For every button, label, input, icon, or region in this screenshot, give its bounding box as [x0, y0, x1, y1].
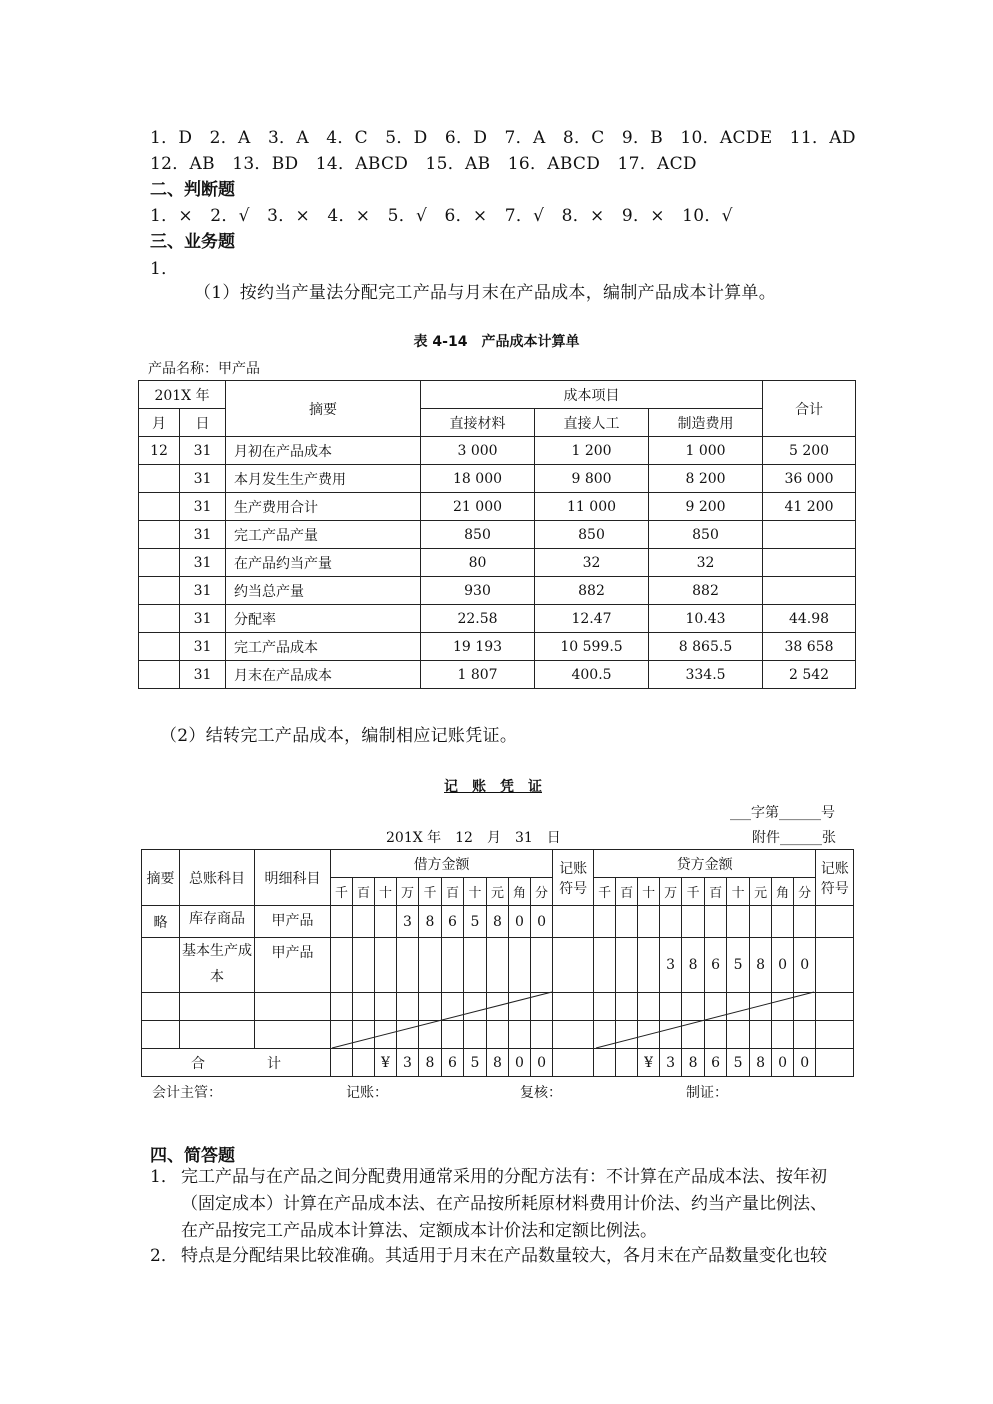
credit-digit: 8	[682, 938, 705, 993]
header-day: 日	[180, 409, 226, 437]
cell-day: 31	[180, 465, 226, 493]
voucher-header-post-credit: 记账 符号	[816, 850, 854, 906]
credit-total-digit: 8	[750, 1049, 772, 1077]
debit-total-digit: 8	[419, 1049, 442, 1077]
cell-material: 18 000	[421, 465, 535, 493]
voucher-header-debit: 借方金额	[331, 850, 553, 878]
cell-material: 21 000	[421, 493, 535, 521]
header-overhead: 制造费用	[649, 409, 763, 437]
debit-digit: 5	[464, 906, 487, 938]
cell-material: 3 000	[421, 437, 535, 465]
cell-day: 31	[180, 521, 226, 549]
judgment-heading: 二、判断题	[150, 180, 235, 200]
credit-digit-header: 百	[705, 878, 727, 906]
q1-line-1: 完工产品与在产品之间分配费用通常采用的分配方法有：不计算在产品成本法、按年初	[181, 1167, 827, 1187]
debit-total-digit: 3	[397, 1049, 419, 1077]
credit-digit: 0	[772, 938, 794, 993]
cell-overhead: 9 200	[649, 493, 763, 521]
voucher-header-credit: 贷方金额	[594, 850, 816, 878]
cell-day: 31	[180, 661, 226, 689]
sig-reviewer: 复核：	[520, 1085, 562, 1101]
credit-digit: 8	[750, 938, 772, 993]
cell-overhead: 32	[649, 549, 763, 577]
credit-digit-header: 十	[638, 878, 660, 906]
credit-digit-header: 百	[616, 878, 638, 906]
debit-cancel-line	[332, 992, 552, 1048]
business-item-1: 1．	[150, 259, 179, 279]
cell-material: 80	[421, 549, 535, 577]
header-cost-items: 成本项目	[421, 381, 763, 409]
debit-digit-header: 角	[509, 878, 531, 906]
credit-digit-header: 分	[794, 878, 816, 906]
credit-total-digit: 3	[660, 1049, 682, 1077]
business-step-2: （2）结转完工产品成本，编制相应记账凭证。	[160, 726, 518, 746]
voucher-header-detail: 明细科目	[255, 850, 331, 906]
cell-material: 19 193	[421, 633, 535, 661]
short-answer-heading: 四、简答题	[150, 1146, 235, 1166]
cell-summary: 生产费用合计	[226, 493, 421, 521]
debit-digit: 8	[419, 906, 442, 938]
header-month: 月	[139, 409, 180, 437]
credit-digit: 6	[705, 938, 727, 993]
cell-overhead: 1 000	[649, 437, 763, 465]
cell-labor: 9 800	[535, 465, 649, 493]
row-general-account: 基本生产成本	[180, 938, 255, 993]
cell-total: 2 542	[763, 661, 856, 689]
cell-labor: 32	[535, 549, 649, 577]
credit-digit-header: 十	[727, 878, 750, 906]
credit-digit: 5	[727, 938, 750, 993]
cell-day: 31	[180, 605, 226, 633]
row-general-account: 库存商品	[180, 906, 255, 938]
cell-month: 12	[139, 437, 180, 465]
cost-table-title: 表 4-14 产品成本计算单	[413, 334, 580, 350]
credit-total-digit: 5	[727, 1049, 750, 1077]
q1-line-3: 在产品按完工产品成本计算法、定额成本计价法和定额比例法。	[181, 1221, 657, 1241]
debit-digit-header: 百	[442, 878, 464, 906]
credit-total-digit: ¥	[638, 1049, 660, 1077]
cell-overhead: 850	[649, 521, 763, 549]
cell-summary: 本月发生生产费用	[226, 465, 421, 493]
cell-summary: 月初在产品成本	[226, 437, 421, 465]
cell-labor: 12.47	[535, 605, 649, 633]
voucher-attachments: 附件______张	[752, 830, 836, 846]
cell-material: 850	[421, 521, 535, 549]
cell-material: 22.58	[421, 605, 535, 633]
voucher-title: 记 账 凭 证	[444, 779, 542, 795]
row-detail-account: 甲产品	[255, 938, 331, 993]
cell-labor: 10 599.5	[535, 633, 649, 661]
sig-maker: 制证：	[686, 1085, 728, 1101]
cell-day: 31	[180, 577, 226, 605]
debit-digit-header: 千	[419, 878, 442, 906]
header-material: 直接材料	[421, 409, 535, 437]
debit-digit: 0	[509, 906, 531, 938]
credit-digit: 0	[794, 938, 816, 993]
cell-labor: 882	[535, 577, 649, 605]
cell-day: 31	[180, 549, 226, 577]
cell-summary: 在产品约当产量	[226, 549, 421, 577]
debit-digit-header: 十	[375, 878, 397, 906]
debit-total-digit: 0	[509, 1049, 531, 1077]
credit-total-digit: 8	[682, 1049, 705, 1077]
debit-digit-header: 万	[397, 878, 419, 906]
debit-digit: 3	[397, 906, 419, 938]
cell-day: 31	[180, 437, 226, 465]
sig-supervisor: 会计主管：	[152, 1085, 222, 1101]
cell-overhead: 8 865.5	[649, 633, 763, 661]
cell-labor: 850	[535, 521, 649, 549]
cell-labor: 1 200	[535, 437, 649, 465]
debit-digit-header: 分	[531, 878, 553, 906]
total-label: 合 计	[142, 1049, 331, 1077]
credit-total-digit: 6	[705, 1049, 727, 1077]
header-summary: 摘要	[226, 381, 421, 437]
debit-total-digit: 8	[487, 1049, 509, 1077]
credit-digit: 3	[660, 938, 682, 993]
q2-number: 2．	[150, 1246, 178, 1266]
debit-total-digit: 0	[531, 1049, 553, 1077]
q1-line-2: （固定成本）计算在产品成本法、在产品按所耗原材料费用计价法、约当产量比例法、	[181, 1194, 827, 1214]
judgment-answers: 1．× 2．√ 3．× 4．× 5．√ 6．× 7．√ 8．× 9．× 10．√	[150, 206, 733, 226]
q1-number: 1．	[150, 1167, 178, 1187]
voucher-header-general: 总账科目	[180, 850, 255, 906]
debit-digit-header: 千	[331, 878, 353, 906]
row-summary: 略	[142, 906, 180, 938]
cell-summary: 分配率	[226, 605, 421, 633]
credit-digit-header: 千	[594, 878, 616, 906]
voucher-header-post-debit: 记账 符号	[553, 850, 594, 906]
credit-digit-header: 万	[660, 878, 682, 906]
product-name-label: 产品名称：甲产品	[148, 361, 260, 377]
cell-summary: 完工产品产量	[226, 521, 421, 549]
debit-digit: 8	[487, 906, 509, 938]
debit-digit-header: 十	[464, 878, 487, 906]
cell-overhead: 8 200	[649, 465, 763, 493]
cell-day: 31	[180, 493, 226, 521]
debit-digit-header: 百	[353, 878, 375, 906]
cell-total: 5 200	[763, 437, 856, 465]
cell-summary: 约当总产量	[226, 577, 421, 605]
debit-digit: 0	[531, 906, 553, 938]
cell-summary: 月末在产品成本	[226, 661, 421, 689]
cell-summary: 完工产品成本	[226, 633, 421, 661]
row-detail-account: 甲产品	[255, 906, 331, 938]
cell-overhead: 334.5	[649, 661, 763, 689]
cell-material: 1 807	[421, 661, 535, 689]
cell-overhead: 10.43	[649, 605, 763, 633]
cell-total: 44.98	[763, 605, 856, 633]
header-labor: 直接人工	[535, 409, 649, 437]
credit-total-digit: 0	[772, 1049, 794, 1077]
credit-total-digit: 0	[794, 1049, 816, 1077]
header-total: 合计	[763, 381, 856, 437]
cell-total: 36 000	[763, 465, 856, 493]
voucher-header-summary: 摘要	[142, 850, 180, 906]
credit-digit-header: 千	[682, 878, 705, 906]
cell-total: 41 200	[763, 493, 856, 521]
debit-digit: 6	[442, 906, 464, 938]
voucher-number-line: ___字第______号	[730, 805, 835, 821]
cell-labor: 400.5	[535, 661, 649, 689]
voucher-date: 201X 年 12 月 31 日	[386, 830, 561, 846]
credit-digit-header: 元	[750, 878, 772, 906]
cell-day: 31	[180, 633, 226, 661]
choice-answers-line-1: 1．D 2．A 3．A 4．C 5．D 6．D 7．A 8．C 9．B 10．ACDE 11．AD	[150, 128, 856, 148]
debit-total-digit: 6	[442, 1049, 464, 1077]
q2-line-1: 特点是分配结果比较准确。其适用于月末在产品数量较大，各月末在产品数量变化也较	[181, 1246, 827, 1266]
header-year: 201X 年	[139, 381, 226, 409]
debit-total-digit: 5	[464, 1049, 487, 1077]
business-step-1: （1）按约当产量法分配完工产品与月末在产品成本，编制产品成本计算单。	[194, 283, 777, 303]
credit-cancel-line	[596, 992, 814, 1048]
cell-labor: 11 000	[535, 493, 649, 521]
credit-digit-header: 角	[772, 878, 794, 906]
cell-overhead: 882	[649, 577, 763, 605]
sig-bookkeeper: 记账：	[346, 1085, 388, 1101]
cell-total: 38 658	[763, 633, 856, 661]
debit-total-digit: ¥	[375, 1049, 397, 1077]
business-heading: 三、业务题	[150, 232, 235, 252]
cell-material: 930	[421, 577, 535, 605]
debit-digit-header: 元	[487, 878, 509, 906]
choice-answers-line-2: 12．AB 13．BD 14．ABCD 15．AB 16．ABCD 17．ACD	[150, 154, 697, 174]
